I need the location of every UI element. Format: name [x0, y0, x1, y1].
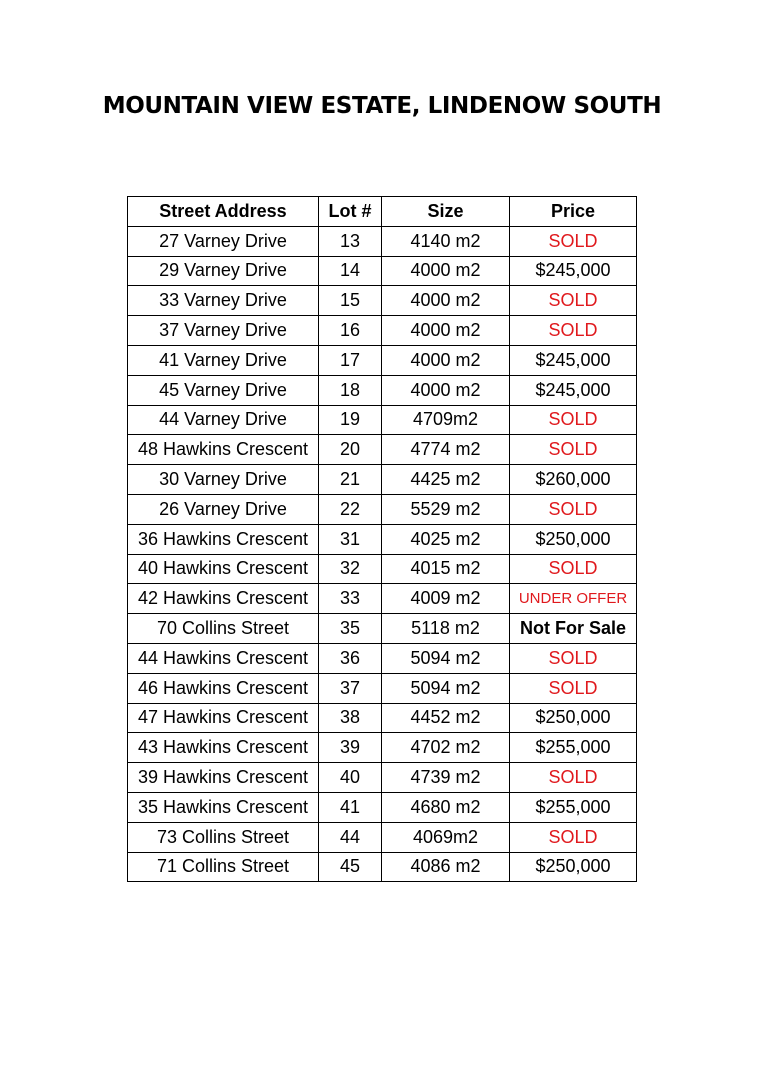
- cell-street-address: 33 Varney Drive: [128, 286, 319, 316]
- cell-price: $245,000: [510, 375, 637, 405]
- cell-size: 5529 m2: [382, 494, 510, 524]
- table-row: [128, 554, 637, 584]
- cell-size: 5094 m2: [382, 643, 510, 673]
- cell-lot-number: 19: [319, 405, 382, 435]
- cell-street-address: 48 Hawkins Crescent: [128, 435, 319, 465]
- table-row: [128, 584, 637, 614]
- cell-price: $250,000: [510, 524, 637, 554]
- table-body: [128, 226, 637, 882]
- cell-street-address: 42 Hawkins Crescent: [128, 584, 319, 614]
- cell-size: 4000 m2: [382, 256, 510, 286]
- cell-price: $255,000: [510, 792, 637, 822]
- header-price: Price: [510, 197, 637, 227]
- header-size: Size: [382, 197, 510, 227]
- cell-lot-number: 40: [319, 763, 382, 793]
- table-row: [128, 286, 637, 316]
- cell-street-address: 39 Hawkins Crescent: [128, 763, 319, 793]
- table-row: [128, 524, 637, 554]
- cell-street-address: 40 Hawkins Crescent: [128, 554, 319, 584]
- cell-price: SOLD: [510, 763, 637, 793]
- table-row: [128, 494, 637, 524]
- cell-lot-number: 44: [319, 822, 382, 852]
- cell-lot-number: 37: [319, 673, 382, 703]
- table-header-row: [128, 197, 637, 227]
- cell-size: 4069m2: [382, 822, 510, 852]
- cell-lot-number: 41: [319, 792, 382, 822]
- cell-size: 5118 m2: [382, 614, 510, 644]
- cell-street-address: 70 Collins Street: [128, 614, 319, 644]
- cell-lot-number: 18: [319, 375, 382, 405]
- cell-size: 4680 m2: [382, 792, 510, 822]
- cell-street-address: 35 Hawkins Crescent: [128, 792, 319, 822]
- cell-street-address: 26 Varney Drive: [128, 494, 319, 524]
- cell-street-address: 73 Collins Street: [128, 822, 319, 852]
- cell-price: Not For Sale: [510, 614, 637, 644]
- cell-price: $245,000: [510, 256, 637, 286]
- table-row: [128, 316, 637, 346]
- cell-lot-number: 13: [319, 226, 382, 256]
- table-row: [128, 703, 637, 733]
- cell-street-address: 41 Varney Drive: [128, 345, 319, 375]
- cell-street-address: 45 Varney Drive: [128, 375, 319, 405]
- table-row: [128, 733, 637, 763]
- cell-street-address: 47 Hawkins Crescent: [128, 703, 319, 733]
- cell-size: 4709m2: [382, 405, 510, 435]
- cell-street-address: 27 Varney Drive: [128, 226, 319, 256]
- cell-street-address: 30 Varney Drive: [128, 465, 319, 495]
- cell-street-address: 36 Hawkins Crescent: [128, 524, 319, 554]
- cell-size: 4000 m2: [382, 286, 510, 316]
- cell-size: 4000 m2: [382, 316, 510, 346]
- cell-size: 4015 m2: [382, 554, 510, 584]
- table-row: [128, 345, 637, 375]
- cell-lot-number: 36: [319, 643, 382, 673]
- cell-price: SOLD: [510, 673, 637, 703]
- table-row: [128, 256, 637, 286]
- cell-price: $250,000: [510, 703, 637, 733]
- cell-price: UNDER OFFER: [510, 584, 637, 614]
- cell-lot-number: 32: [319, 554, 382, 584]
- lots-table: [127, 196, 637, 882]
- cell-lot-number: 35: [319, 614, 382, 644]
- cell-price: $260,000: [510, 465, 637, 495]
- table-row: [128, 792, 637, 822]
- cell-price: $250,000: [510, 852, 637, 882]
- table-row: [128, 822, 637, 852]
- cell-lot-number: 15: [319, 286, 382, 316]
- cell-size: 4702 m2: [382, 733, 510, 763]
- cell-lot-number: 17: [319, 345, 382, 375]
- cell-price: SOLD: [510, 643, 637, 673]
- cell-size: 4452 m2: [382, 703, 510, 733]
- cell-size: 4000 m2: [382, 345, 510, 375]
- cell-size: 4000 m2: [382, 375, 510, 405]
- cell-price: SOLD: [510, 286, 637, 316]
- cell-size: 4425 m2: [382, 465, 510, 495]
- cell-price: $255,000: [510, 733, 637, 763]
- cell-size: 4739 m2: [382, 763, 510, 793]
- table-row: [128, 614, 637, 644]
- cell-price: $245,000: [510, 345, 637, 375]
- cell-price: SOLD: [510, 494, 637, 524]
- header-street-address: Street Address: [128, 197, 319, 227]
- cell-lot-number: 45: [319, 852, 382, 882]
- cell-size: 4774 m2: [382, 435, 510, 465]
- cell-street-address: 37 Varney Drive: [128, 316, 319, 346]
- cell-street-address: 44 Hawkins Crescent: [128, 643, 319, 673]
- table-row: [128, 673, 637, 703]
- cell-size: 4025 m2: [382, 524, 510, 554]
- cell-size: 4009 m2: [382, 584, 510, 614]
- cell-street-address: 43 Hawkins Crescent: [128, 733, 319, 763]
- cell-street-address: 44 Varney Drive: [128, 405, 319, 435]
- cell-price: SOLD: [510, 226, 637, 256]
- cell-lot-number: 21: [319, 465, 382, 495]
- table-row: [128, 763, 637, 793]
- cell-lot-number: 16: [319, 316, 382, 346]
- cell-lot-number: 14: [319, 256, 382, 286]
- cell-price: SOLD: [510, 316, 637, 346]
- cell-price: SOLD: [510, 405, 637, 435]
- cell-lot-number: 38: [319, 703, 382, 733]
- table-row: [128, 435, 637, 465]
- page-title: MOUNTAIN VIEW ESTATE, LINDENOW SOUTH: [102, 93, 662, 119]
- cell-street-address: 46 Hawkins Crescent: [128, 673, 319, 703]
- cell-street-address: 71 Collins Street: [128, 852, 319, 882]
- cell-lot-number: 22: [319, 494, 382, 524]
- table-row: [128, 375, 637, 405]
- cell-price: SOLD: [510, 554, 637, 584]
- table-row: [128, 465, 637, 495]
- cell-street-address: 29 Varney Drive: [128, 256, 319, 286]
- cell-price: SOLD: [510, 822, 637, 852]
- cell-lot-number: 39: [319, 733, 382, 763]
- table-row: [128, 405, 637, 435]
- cell-size: 5094 m2: [382, 673, 510, 703]
- header-lot-number: Lot #: [319, 197, 382, 227]
- cell-lot-number: 33: [319, 584, 382, 614]
- cell-lot-number: 20: [319, 435, 382, 465]
- cell-price: SOLD: [510, 435, 637, 465]
- cell-size: 4140 m2: [382, 226, 510, 256]
- table-row: [128, 226, 637, 256]
- table-row: [128, 852, 637, 882]
- table-row: [128, 643, 637, 673]
- cell-lot-number: 31: [319, 524, 382, 554]
- cell-size: 4086 m2: [382, 852, 510, 882]
